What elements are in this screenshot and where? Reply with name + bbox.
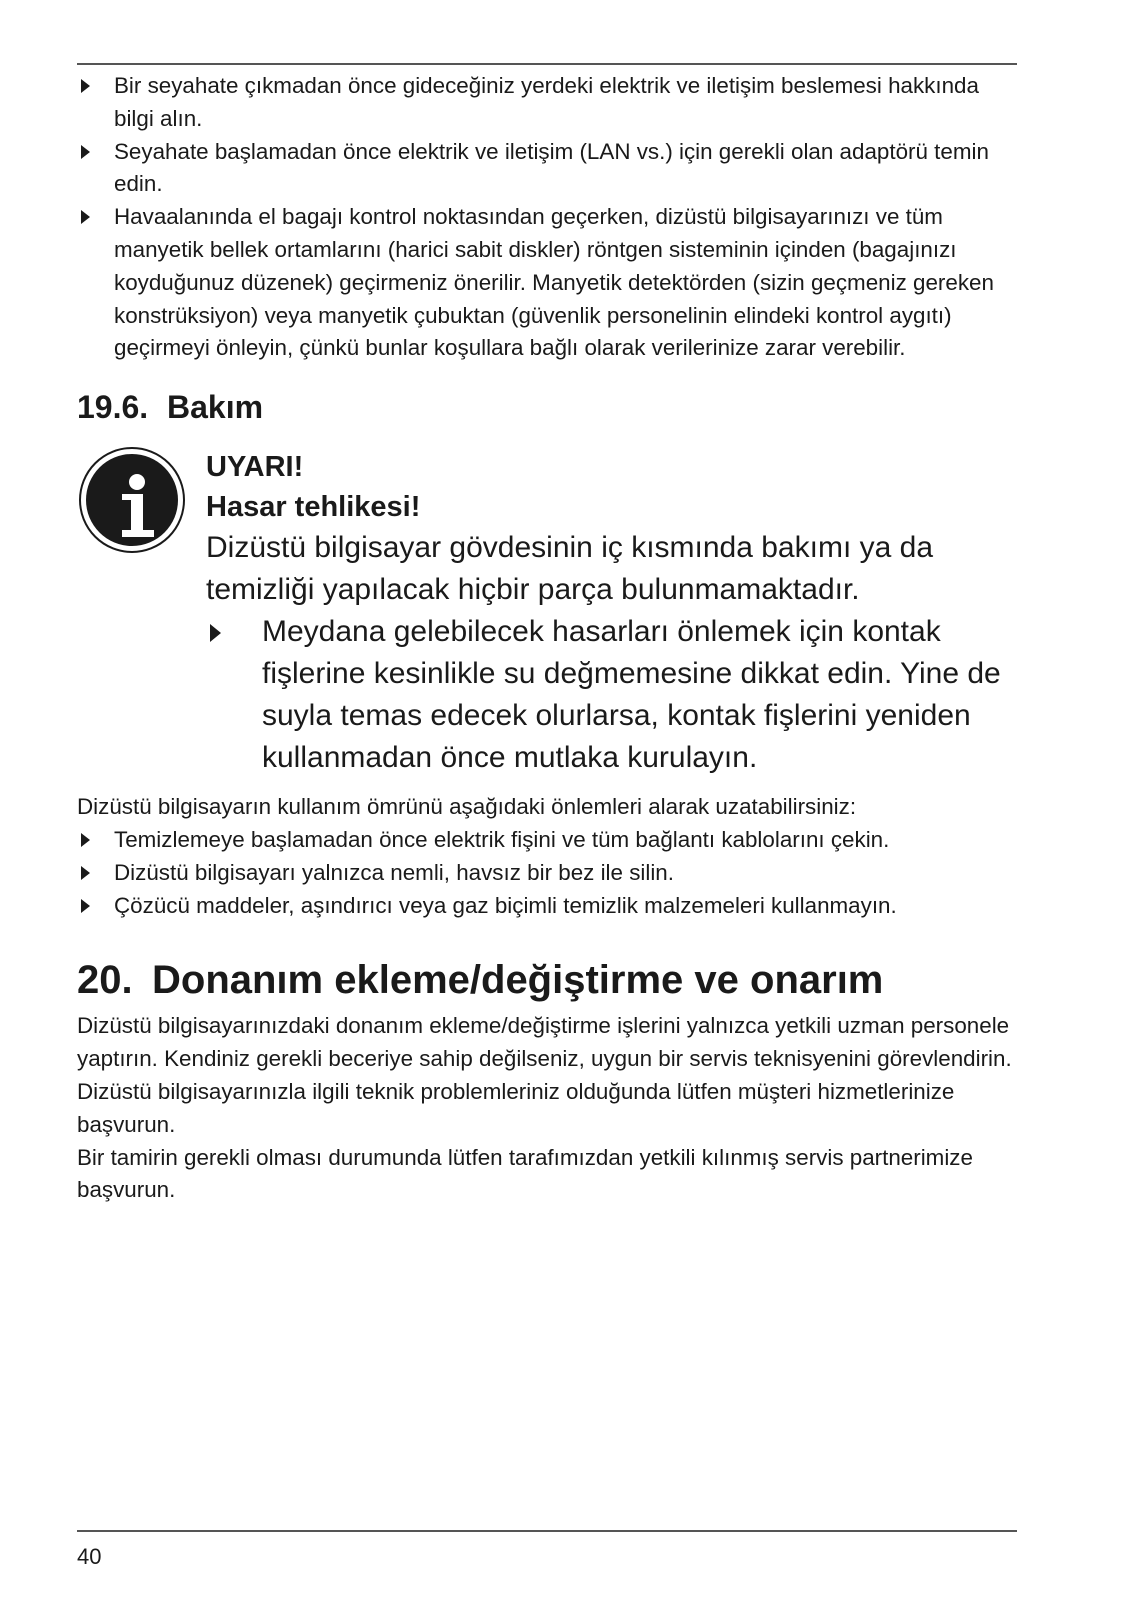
warning-title: UYARI! bbox=[206, 451, 304, 484]
warning-bullet-list bbox=[206, 611, 1017, 779]
care-bullet-list bbox=[77, 824, 1017, 922]
bullet-triangle-icon bbox=[81, 833, 90, 847]
section-title: Bakım bbox=[167, 389, 264, 426]
list-item: Meydana gelebilecek hasarları önlemek için kontak fişlerine kesinlikle su değmemesine dikkat edin. Yine de suyla temas edecek olurlarsa, kontak fişlerini yeniden kullanmadan önce mutlaka kurulayın. bbox=[206, 611, 1017, 779]
bottom-rule bbox=[77, 1530, 1017, 1532]
care-intro: Dizüstü bilgisayarın kullanım ömrünü aşağıdaki önlemleri alarak uzatabilirsiniz: bbox=[77, 794, 857, 820]
section-number: 19.6. bbox=[77, 389, 149, 426]
paragraph: Dizüstü bilgisayarınızdaki donanım ekleme/değiştirme işlerini yalnızca yetkili uzman personele yaptırın. Kendiniz gerekli beceriye sahip değilseniz, uygun bir servis teknisyenini görevlendirin. Dizüstü bilgisayarınızla ilgili teknik problemleriniz olduğunda lütfen müşteri hizmetlerinize başvurun. bbox=[77, 1013, 1012, 1137]
list-item: Çözücü maddeler, aşındırıcı veya gaz biçimli temizlik malzemeleri kullanmayın. bbox=[77, 890, 1017, 923]
manual-page bbox=[77, 0, 1017, 1601]
warning-subtitle: Hasar tehlikesi! bbox=[206, 491, 421, 524]
bullet-triangle-icon bbox=[81, 866, 90, 880]
top-rule bbox=[77, 63, 1017, 65]
warning-body bbox=[206, 527, 1017, 779]
travel-bullet-list bbox=[77, 70, 1017, 365]
bullet-triangle-icon bbox=[210, 624, 221, 642]
list-item: Havaalanında el bagajı kontrol noktasından geçerken, dizüstü bilgisayarınızı ve tüm manyetik bellek ortamlarını (harici sabit diskler) röntgen sisteminin içinden (bagajınızı koyduğunuz düzenek) geçirmeniz önerilir. Manyetik detektörden (sizin geçmeniz gereken konstrüksiyon) veya manyetik çubuktan (güvenlik personelinin elindeki kontrol aygıtı) geçirmeyi önleyin, çünkü bunlar koşullara bağlı olarak verilerinize zarar verebilir. bbox=[77, 201, 1017, 365]
section-number: 20. bbox=[77, 958, 133, 1003]
bullet-triangle-icon bbox=[81, 899, 90, 913]
list-item: Dizüstü bilgisayarı yalnızca nemli, havsız bir bez ile silin. bbox=[77, 857, 1017, 890]
list-item: Seyahate başlamadan önce elektrik ve iletişim (LAN vs.) için gerekli olan adaptörü temin edin. bbox=[77, 136, 1017, 202]
list-item: Temizlemeye başlamadan önce elektrik fişini ve tüm bağlantı kablolarını çekin. bbox=[77, 824, 1017, 857]
warning-text bbox=[206, 447, 1017, 779]
warning-box bbox=[77, 447, 1017, 791]
bullet-triangle-icon bbox=[81, 79, 90, 93]
paragraph: Bir tamirin gerekli olması durumunda lütfen tarafımızdan yetkili kılınmış servis partnerimize başvurun. bbox=[77, 1144, 973, 1203]
page-content bbox=[77, 70, 1017, 1207]
warning-description: Dizüstü bilgisayar gövdesinin iç kısmında bakımı ya da temizliği yapılacak hiçbir parça bulunmamaktadır. bbox=[206, 531, 934, 607]
bullet-triangle-icon bbox=[81, 145, 90, 159]
section-heading-20 bbox=[77, 956, 1017, 1004]
section-title: Donanım ekleme/değiştirme ve onarım bbox=[152, 958, 884, 1003]
section-heading-19-6 bbox=[77, 387, 1017, 427]
list-item: Bir seyahate çıkmadan önce gideceğiniz yerdeki elektrik ve iletişim beslemesi hakkında bilgi alın. bbox=[77, 70, 1017, 136]
info-icon bbox=[79, 447, 185, 553]
bullet-triangle-icon bbox=[81, 210, 90, 224]
page-number: 40 bbox=[77, 1544, 102, 1569]
